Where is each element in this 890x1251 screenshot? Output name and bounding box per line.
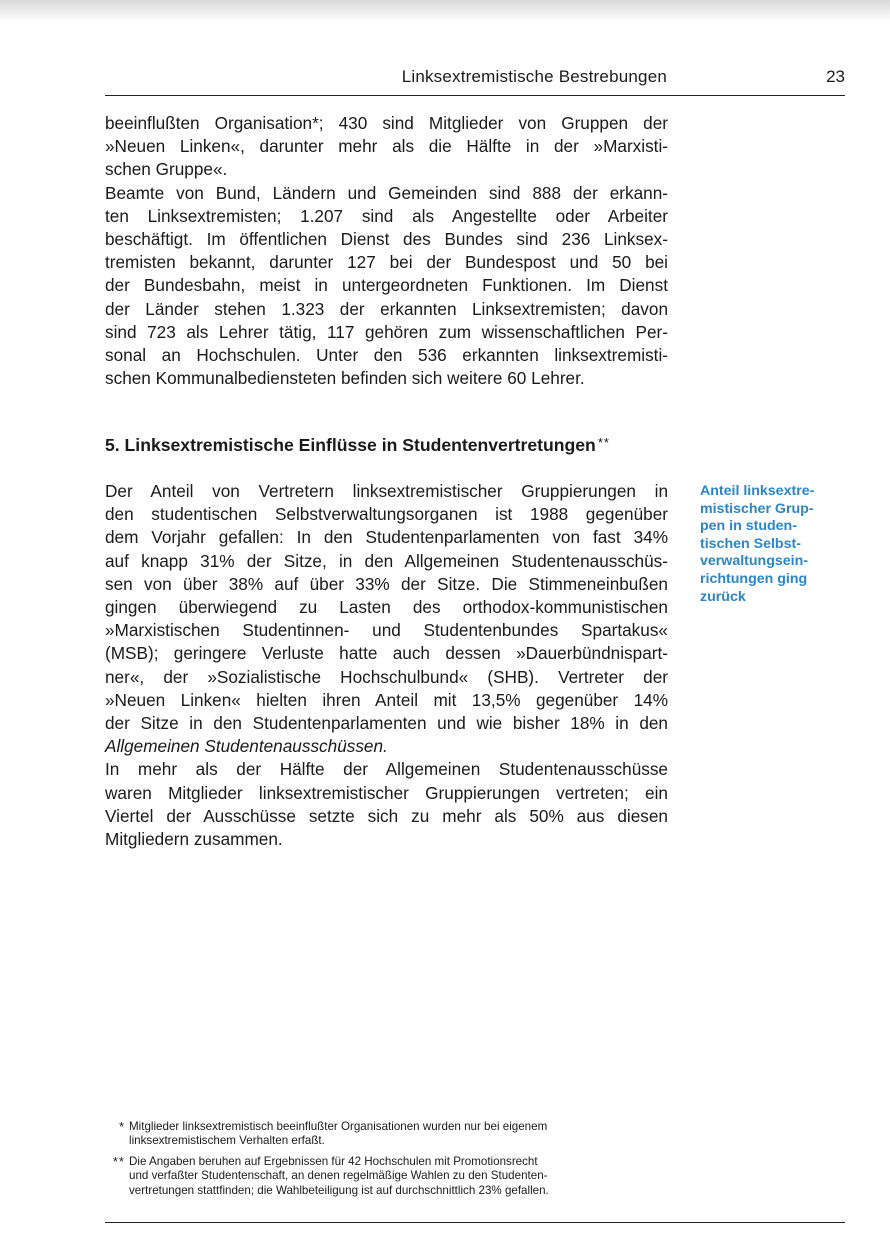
footnote-2 [105,1155,670,1198]
margin-note-line: mistischer Grup- [700,500,814,517]
text-line: beschäftigt. Im öffentlichen Dienst des Bundes sind 236 Linksex- [105,229,668,250]
margin-note-line: verwaltungsein- [700,553,809,570]
footnote-line: vertretungen stattfinden; die Wahlbeteiligung ist auf durchschnittlich 23% gefallen. [129,1183,549,1197]
footnotes [105,1120,670,1204]
text-line: sonal an Hochschulen. Unter den 536 erkannten linksextremisti- [105,345,668,366]
text-line: Viertel der Ausschüsse setzte sich zu mehr als 50% aus diesen [105,805,668,826]
footer-rule [105,1222,845,1223]
text-line: sind 723 als Lehrer tätig, 117 gehören zum wissenschaftlichen Per- [105,321,668,342]
text-line: der Bundesbahn, meist in untergeordneten Funktionen. Im Dienst [105,275,668,296]
intro-paragraph [105,112,668,390]
margin-note-line: pen in studen- [700,518,797,535]
text-line: Mitgliedern zusammen. [105,829,283,850]
footnote-line: und verfaßter Studentenschaft, an denen regelmäßige Wahlen zu den Studenten- [129,1169,548,1183]
footnote-line: linksextremistischem Verhalten erfaßt. [129,1134,325,1148]
text-line: »Neuen Linken«, darunter mehr als die Hälfte in der »Marxisti- [105,136,668,157]
text-line: gingen überwiegend zu Lasten des orthodox-kommunistischen [105,597,668,618]
text-line: schen Kommunalbediensteten befinden sich weitere 60 Lehrer. [105,368,585,389]
text-line: der Länder stehen 1.323 der erkannten Linksextremisten; davon [105,298,668,319]
text-line: auf knapp 31% der Sitze, in den Allgemeinen Studentenausschüs- [105,550,668,571]
margin-note-line: richtungen ging [700,570,808,587]
section-heading-text: 5. Linksextremistische Einflüsse in Studentenvertretungen [105,435,596,455]
margin-note-line: Anteil linksextre- [700,483,815,499]
margin-note [700,483,850,606]
margin-note-line: tischen Selbst- [700,535,801,552]
text-line: sen von über 38% auf über 33% der Sitze. Die Stimmeneinbußen [105,573,668,594]
text-line: waren Mitglieder linksextremistischer Gruppierungen vertreten; ein [105,782,668,803]
text-line: Beamte von Bund, Ländern und Gemeinden sind 888 der erkann- [105,182,668,203]
text-line: den studentischen Selbstverwaltungsorganen ist 1988 gegenüber [105,504,668,525]
text-line: Der Anteil von Vertretern linksextremistischer Gruppierungen in [105,481,668,501]
margin-note-line: zurück [700,588,746,605]
footnote-line: Die Angaben beruhen auf Ergebnissen für 42 Hochschulen mit Promotionsrecht [129,1154,538,1168]
text-line: tremisten bekannt, darunter 127 bei der Bundespost und 50 bei [105,252,668,273]
text-line: »Neuen Linken« hielten ihren Anteil mit 13,5% gegenüber 14% [105,689,668,710]
text-line: (MSB); geringere Verluste hatte auch dessen »Dauerbündnispart- [105,643,668,664]
text-line: »Marxistischen Studentinnen- und Studentenbundes Spartakus« [105,620,668,641]
footnote-reference: ** [597,435,610,450]
text-line: ner«, der »Sozialistische Hochschulbund« (SHB). Vertreter der [105,666,668,687]
text-line: dem Vorjahr gefallen: In den Studentenparlamenten von fast 34% [105,527,668,548]
text-line: beeinflußten Organisation*; 430 sind Mitglieder von Gruppen der [105,113,668,133]
footnote-1 [105,1120,670,1149]
section-heading [105,430,725,458]
header-rule [105,95,845,96]
running-title: Linksextremistische Bestrebungen [401,67,667,86]
running-header [105,64,845,90]
section-body [105,480,668,851]
footnote-line: Mitglieder linksextremistisch beeinflußter Organisationen wurden nur bei eigenem [129,1120,548,1133]
footnote-mark: ** [112,1153,125,1169]
text-line: Allgemeinen Studentenausschüssen. [105,736,388,757]
page-number: 23 [826,67,845,86]
footnote-mark: * [118,1119,125,1134]
text-line: der Sitze in den Studentenparlamenten und wie bisher 18% in den [105,713,668,734]
text-line: schen Gruppe«. [105,159,228,180]
text-line: ten Linksextremisten; 1.207 sind als Angestellte oder Arbeiter [105,205,668,226]
text-line: In mehr als der Hälfte der Allgemeinen Studentenausschüsse [105,759,668,780]
